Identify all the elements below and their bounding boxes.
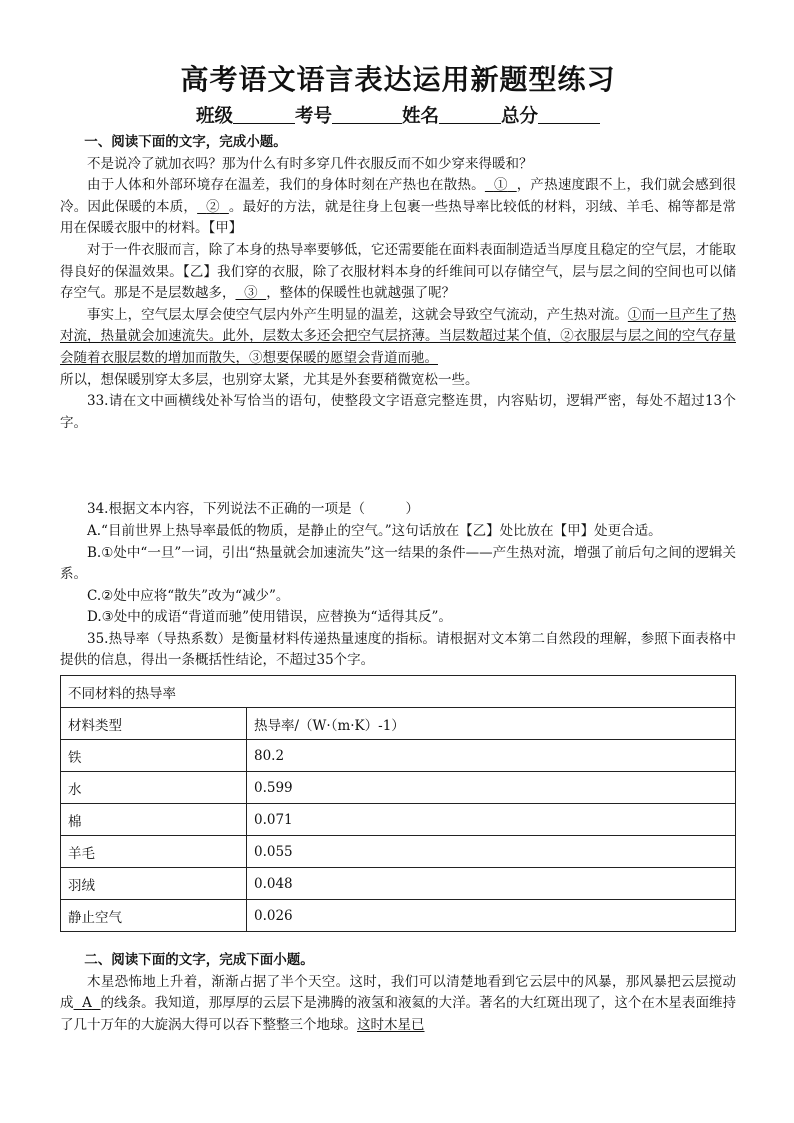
header-material: 材料类型 <box>61 708 247 740</box>
paragraph-5: 所以，想保暖别穿太多层，也别穿太紧，尤其是外套要稍微宽松一些。 <box>60 371 479 388</box>
paragraph-3 <box>60 240 736 305</box>
section-2-paragraph-1 <box>60 972 736 1037</box>
material-cell: 铁 <box>61 740 247 772</box>
thermal-conductivity-table <box>60 675 736 932</box>
paragraph-2-text-b: ，产热速度跟不上，我们就会感到很冷。因此保暖的本质， <box>60 177 737 215</box>
section-1-heading: 一、阅读下面的文字，完成小题。 <box>84 134 287 150</box>
paragraph-4-underlined-text: ①而一旦产生了热对流，热量就会加速流失。此外，层数太多还会把空气层挤薄。当层数超过某个值，②衣服层与层之间的空气存量会随着衣服层数的增加而散失，③想要保暖的愿望会背道而驰。 <box>60 306 737 366</box>
material-cell: 静止空气 <box>61 900 247 932</box>
section-2-text-b: 的线条。我知道，那厚厚的云层下是沸腾的液氢和液氦的大洋。著名的大红斑出现了，这个在木星表面维持了几十万年的大旋涡大得可以吞下整整三个地球。 <box>60 995 736 1033</box>
value-cell: 80.2 <box>247 740 736 772</box>
number-label: 考号 <box>294 106 332 127</box>
answer-blank-1: ① <box>493 177 508 194</box>
option-34-d: D.③处中的成语“背道而驰”使用错误，应替换为“适得其反”。 <box>87 609 452 626</box>
material-cell: 棉 <box>61 804 247 836</box>
header-conductivity: 热导率/（W·（m·K）-1） <box>247 708 736 740</box>
question-35: 35.热导率（导热系数）是衡量材料传递热量速度的指标。请根据对文本第二自然段的理解，参照下面表格中提供的信息，得出一条概括性结论，不超过35个字。 <box>60 630 736 669</box>
class-blank[interactable] <box>233 105 295 124</box>
table-caption-row <box>61 676 736 708</box>
option-34-a: A.“目前世界上热导率最低的物质，是静止的空气。”这句话放在【乙】处比放在【甲】处更合适。 <box>87 522 662 539</box>
score-blank[interactable] <box>538 105 600 124</box>
score-label: 总分 <box>501 106 539 127</box>
value-cell: 0.026 <box>247 900 736 932</box>
number-blank[interactable] <box>332 105 402 124</box>
material-cell: 羊毛 <box>61 836 247 868</box>
paragraph-3-text-a: 对于一件衣服而言，除了本身的热导率要够低，它还需要能在面料表面制造适当厚度且稳定的空气层，才能取得良好的保温效果。【乙】我们穿的衣服，除了衣服材料本身的纤维间可以存储空气，层与层之间的空间也可以储存空气。那是不是层数越多， <box>60 241 736 302</box>
paragraph-2 <box>60 175 736 240</box>
paragraph-2-text-a: 由于人体和外部环境存在温差，我们的身体时刻在产热也在散热。 <box>87 177 485 194</box>
table-header-row <box>61 708 736 740</box>
paragraph-2-text-c: 。最好的方法，就是往身上包裹一些热导率比较低的材料，羽绒、羊毛、棉等都是常用在保暖衣服中的材料。【甲】 <box>60 198 737 237</box>
answer-blank-2: ② <box>206 198 220 215</box>
question-33: 33.请在文中画横线处补写恰当的语句，使整段文字语意完整连贯，内容贴切，逻辑严密，每处不超过13个字。 <box>60 393 736 431</box>
paragraph-4-text: 事实上，空气层太厚会使空气层内外产生明显的温差，这就会导致空气流动，产生热对流。 <box>87 306 628 323</box>
paragraph-1: 不是说冷了就加衣吗？那为什么有时多穿几件衣服反而不如少穿来得暖和？ <box>87 155 533 172</box>
section-2-text-a: 木星恐怖地上升着，渐渐占据了半个天空。这时，我们可以清楚地看到它云层中的风暴，那风暴把云层搅动成 <box>60 973 736 1012</box>
option-34-b: B.①处中“一旦”一词，引出“热量就会加速流失”这一结果的条件——产生热对流，增强了前后句之间的逻辑关系。 <box>60 544 736 583</box>
section-2-underlined-text: 这时木星已 <box>357 1016 425 1033</box>
table-row <box>61 836 736 868</box>
name-label: 姓名 <box>402 106 440 127</box>
worksheet-page <box>60 60 736 1036</box>
table-row <box>61 740 736 772</box>
table-row <box>61 772 736 804</box>
table-caption: 不同材料的热导率 <box>61 676 736 708</box>
table-row <box>61 900 736 932</box>
answer-space-33[interactable] <box>60 434 736 499</box>
value-cell: 0.055 <box>247 836 736 868</box>
answer-blank-a: A <box>82 995 92 1012</box>
section-1 <box>60 132 736 672</box>
class-label: 班级 <box>195 106 233 127</box>
section-2-heading: 二、阅读下面的文字，完成下面小题。 <box>84 952 314 969</box>
question-34: 34.根据文本内容，下列说法不正确的一项是（ ） <box>87 501 419 518</box>
answer-blank-3: ③ <box>244 285 258 302</box>
name-blank[interactable] <box>439 105 501 124</box>
value-cell: 0.599 <box>247 772 736 804</box>
material-cell: 水 <box>61 772 247 804</box>
table-row <box>61 868 736 900</box>
student-info-line <box>60 102 736 132</box>
section-2 <box>60 950 736 1036</box>
paragraph-4 <box>60 305 736 370</box>
material-cell: 羽绒 <box>61 868 247 900</box>
paragraph-3-text-b: ，整体的保暖性也就越强了呢？ <box>266 285 456 302</box>
table-row <box>61 804 736 836</box>
value-cell: 0.071 <box>247 804 736 836</box>
option-34-c: C.②处中应将“散失”改为“减少”。 <box>87 587 290 604</box>
page-title: 高考语文语言表达运用新题型练习 <box>180 63 616 96</box>
value-cell: 0.048 <box>247 868 736 900</box>
